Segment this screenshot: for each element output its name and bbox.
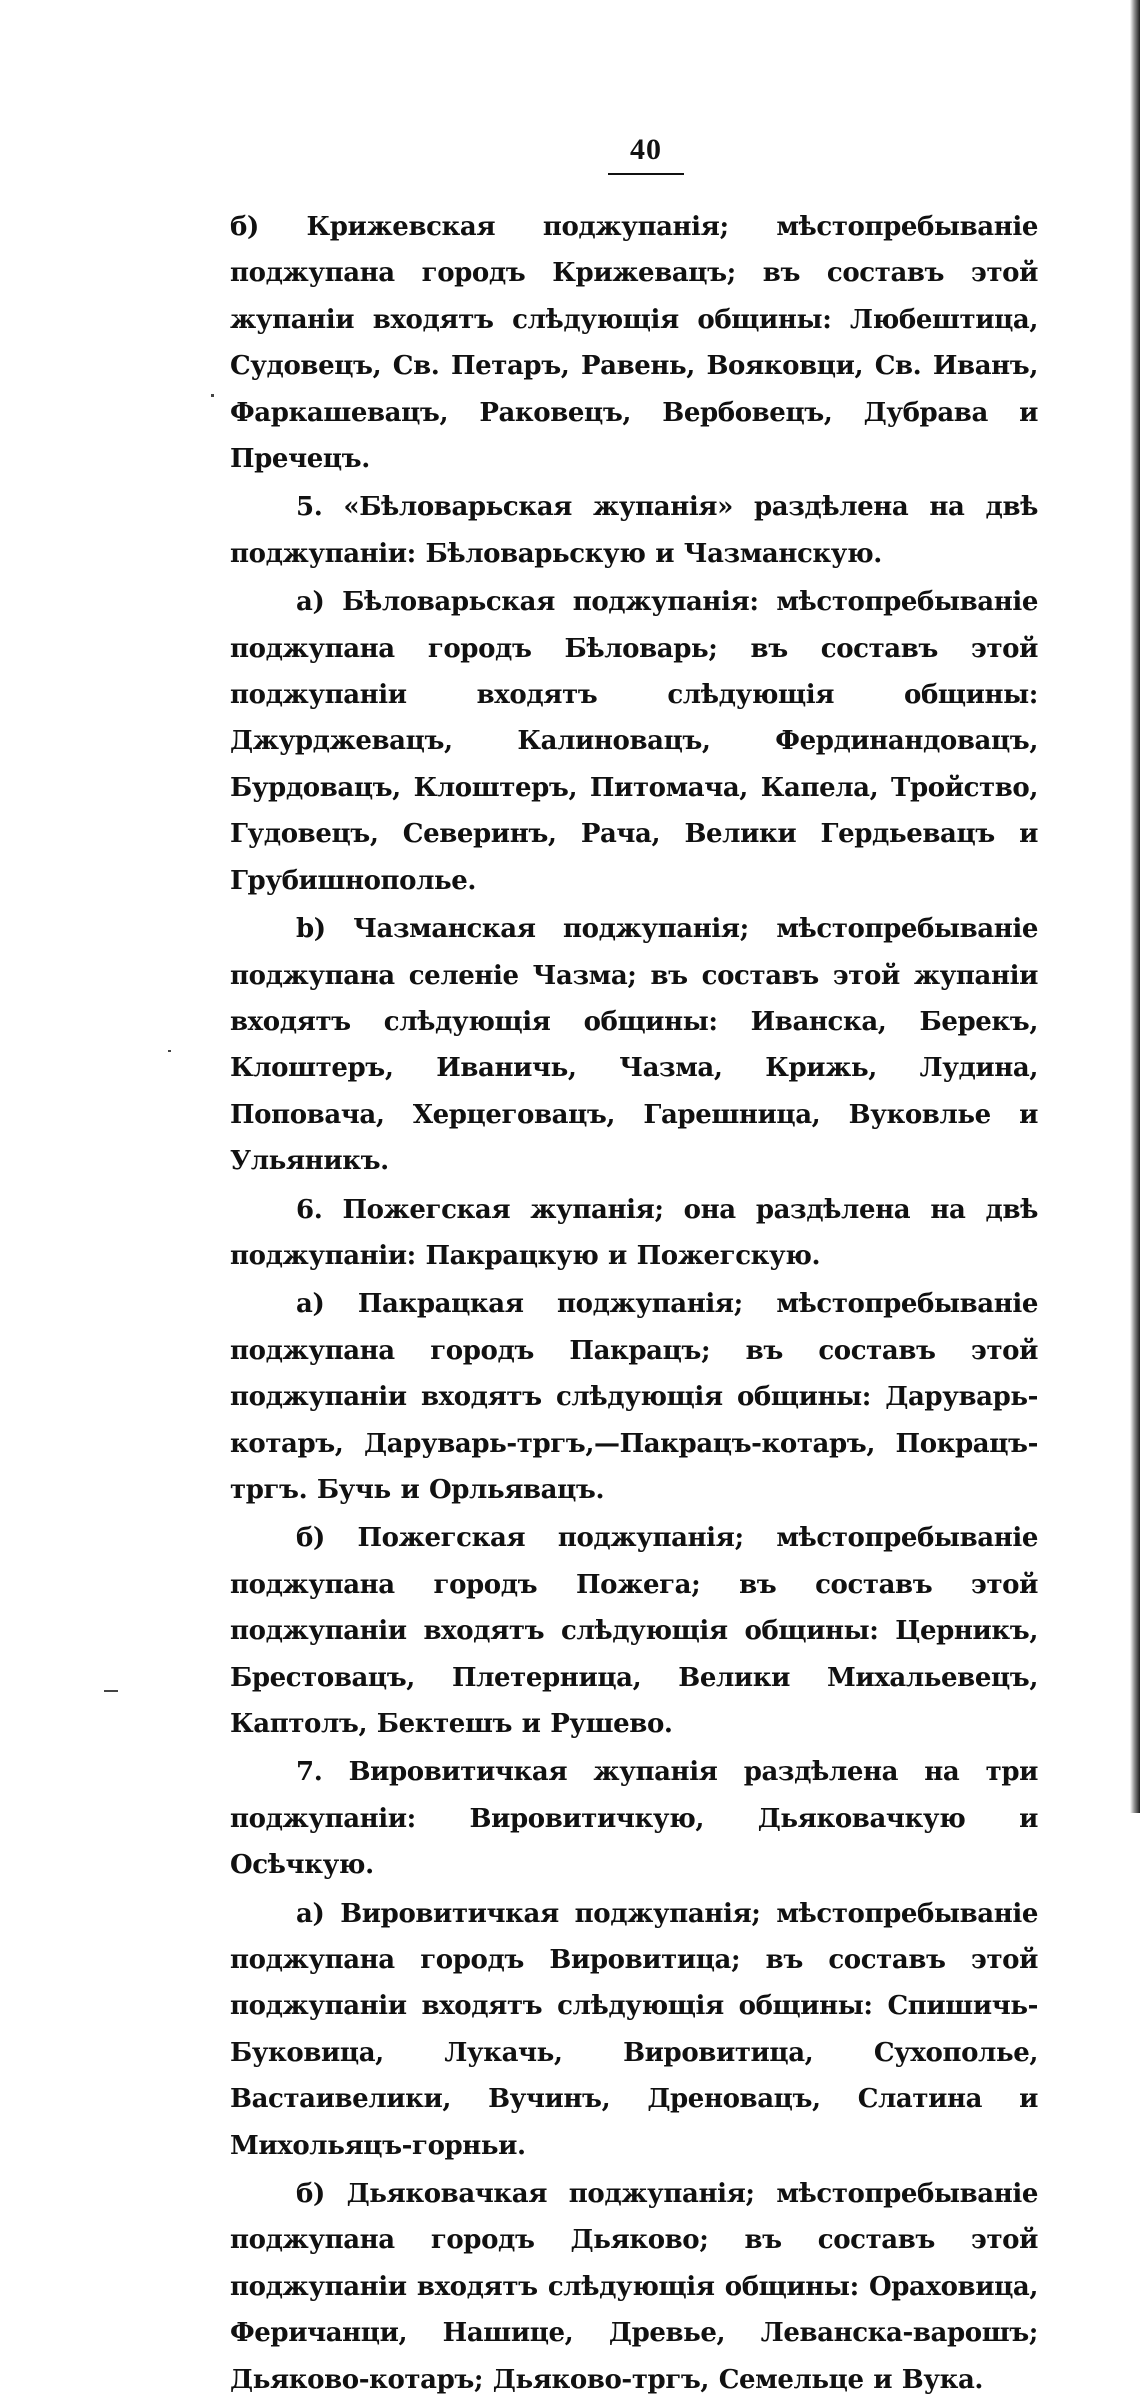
paragraph-belovar-county: 5. «Бѣловарьская жупанія» раздѣлена на двѣ поджупаніи: Бѣловарьскую и Чазманскую.	[230, 492, 1038, 569]
paragraph-chazma-subcounty: b) Чазманская поджупанія; мѣстопребываніе поджупана селеніе Чазма; въ составъ этой жупаніи входятъ слѣдующія общины: Иванска, Берекъ, Клоштеръ, Иваничь, Чазма, Крижь, Лудина, Поповача, Херцеговацъ, Гарешница, Вуковлье и Ульяникъ.	[230, 914, 1038, 1177]
paragraph-virovitica-subcounty: а) Вировитичкая поджупанія; мѣстопребываніе поджупана городъ Вировитица; въ составъ этой поджупаніи входятъ слѣдующія общины: Спишичь-Буковица, Лукачь, Вировитица, Сухополье, Вастаивелики, Вучинъ, Дреновацъ, Слатина и Михольяцъ-горньи.	[230, 1898, 1038, 2161]
paragraph-dyakovo-subcounty: б) Дьяковачкая поджупанія; мѣстопребываніе поджупана городъ Дьяково; въ составъ этой поджупаніи входятъ слѣдующія общины: Ораховица, Феричанци, Нашице, Древье, Леванска-варошъ; Дьяково-котаръ; Дьяково-тргъ, Семельце и Вука.	[230, 2179, 1038, 2395]
scan-speck	[104, 1690, 118, 1692]
paragraph-virovitica-county: 7. Вировитичкая жупанія раздѣлена на три поджупаніи: Вировитичкую, Дьяковачкую и Осѣчкую.	[230, 1757, 1038, 1881]
paragraph-belovar-subcounty: а) Бѣловарьская поджупанія: мѣстопребываніе поджупана городъ Бѣловарь; въ составъ этой поджупаніи входятъ слѣдующія общины: Джурджевацъ, Калиновацъ, Фердинандовацъ, Бурдовацъ, Клоштеръ, Питомача, Капела, Тройство, Гудовецъ, Северинъ, Рача, Велики Гердьевацъ и Грубишнополье.	[230, 587, 1038, 896]
scan-speck	[211, 394, 214, 397]
page-header	[596, 133, 696, 175]
body-text	[230, 204, 1038, 2405]
paragraph-pakrac-subcounty: а) Пакрацкая поджупанія; мѣстопребываніе поджупана городъ Пакрацъ; въ составъ этой поджупаніи входятъ слѣдующія общины: Даруварь-котаръ, Даруварь-тргъ,—Пакрацъ-котаръ, Покрацъ-тргъ. Бучь и Орльявацъ.	[230, 1289, 1038, 1505]
page-edge-shadow	[1130, 0, 1140, 1813]
paragraph-krizhevac: б) Крижевская поджупанія; мѣстопребываніе поджупана городъ Крижевацъ; въ составъ этой жупаніи входятъ слѣдующія общины: Любештица, Судовецъ, Св. Петаръ, Равень, Вояковци, Св. Иванъ, Фаркашевацъ, Раковецъ, Вербовецъ, Дубрава и Пречецъ.	[230, 212, 1038, 475]
page-number: 40	[608, 133, 684, 175]
paragraph-pozhega-subcounty: б) Пожегская поджупанія; мѣстопребываніе поджупана городъ Пожега; въ составъ этой поджупаніи входятъ слѣдующія общины: Церникъ, Брестовацъ, Плетерница, Велики Михальевецъ, Каптолъ, Бектешъ и Рушево.	[230, 1523, 1038, 1739]
paragraph-pozhega-county: 6. Пожегская жупанія; она раздѣлена на двѣ поджупаніи: Пакрацкую и Пожегскую.	[230, 1194, 1038, 1271]
scan-speck	[168, 1050, 171, 1052]
